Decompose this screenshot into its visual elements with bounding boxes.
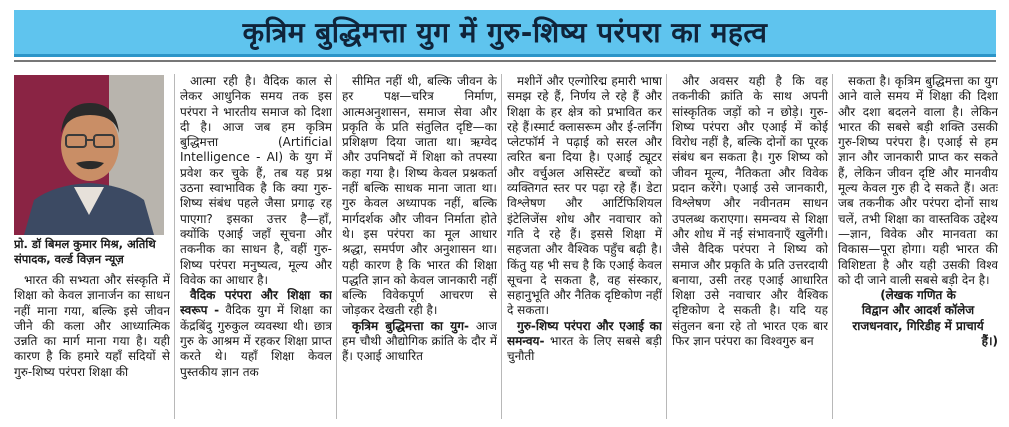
author-photo	[14, 75, 164, 235]
column-divider	[336, 74, 337, 419]
column-divider	[501, 74, 502, 419]
subheading: कृत्रिम बुद्धिमत्ता का युग-	[352, 318, 469, 333]
body-text: और अवसर यही है कि वह तकनीकी क्रांति के साथ अपनी सांस्कृतिक जड़ों को न छोड़े। गुरु-शिष्य परंपरा और एआई में कोई विरोध नहीं है, बल्कि दोनों का पूरक संबंध बन सकता है। गुरु शिष्य को जीवन मूल्य, नैतिकता और विवेक प्रदान करेंगे। एआई उसे जानकारी, विश्लेषण और नवीनतम साधन उपलब्ध कराएगा। समन्वय से शिक्षा और शोध में नई संभावनाएँ खुलेंगी। जैसे वैदिक परंपरा ने शिष्य को समाज और प्रकृति के प्रति उत्तरदायी बनाया, उसी तरह एआई आधारित शिक्षा उसे नवाचार और वैश्विक दृष्टिकोण दे सकती है। यदि यह संतुलन बना रहे तो भारत एक बार फिर ज्ञान परंपरा का विश्वगुरु बन	[672, 74, 828, 349]
author-note: (लेखक गणित के	[880, 288, 956, 303]
subheading: गुरु-शिष्य परंपरा और एआई का समन्वय-	[507, 318, 662, 349]
body-text: भारत की सभ्यता और संस्कृति में शिक्षा को केवल ज्ञानार्जन का साधन नहीं माना गया, बल्कि इसे जीवन जीने की कला और आध्यात्मिक उन्नति का मार्ग माना गया है। यही कारण है कि हमारे यहाँ सदियों से गुरु-शिष्य परंपरा शिक्षा की	[14, 273, 170, 379]
body-text: मशीनें और एल्गोरिद्म हमारी भाषा समझ रहे हैं, निर्णय ले रहे हैं और शिक्षा के हर क्षेत्र को प्रभावित कर रहे हैं।स्मार्ट क्लासरूम और ई-लर्निंग प्लेटफॉर्म ने पढ़ाई को सरल और त्वरित बना दिया है। एआई ट्यूटर और वर्चुअल असिस्टेंट बच्चों को व्यक्तिगत स्तर पर पढ़ा रहे हैं। डेटा विश्लेषण और आर्टिफिशियल इंटेलिजेंस शोध और नवाचार को गति दे रहे हैं। इससे शिक्षा में सहजता और वैश्विक पहुँच बढ़ी है। किंतु यह भी सच है कि एआई केवल सूचना दे सकता है, वह संस्कार, सहानुभूति और नैतिक दृष्टिकोण नहीं दे सकता।	[507, 74, 662, 318]
body-text: वैदिक युग में शिक्षा का केंद्रबिंदु गुरुकुल व्यवस्था थी। छात्र गुरु के आश्रम में रहकर शिक्षा प्राप्त करते थे। यहाँ शिक्षा केवल पुस्तकीय ज्ञान तक	[180, 303, 332, 379]
article-column-2	[180, 74, 332, 380]
article-column-3	[342, 74, 497, 365]
author-note: हैं।)	[981, 334, 998, 349]
body-text: सकता है। कृत्रिम बुद्धिमत्ता का युग आने वाले समय में शिक्षा की दिशा और दशा बदलने वाला है। लेकिन भारत की सबसे बड़ी शक्ति उसकी गुरु-शिष्य परंपरा है। एआई से हम ज्ञान और जानकारी प्राप्त कर सकते हैं, लेकिन जीवन दृष्टि और मानवीय मूल्य केवल गुरु ही दे सकते हैं। अतः जब तकनीक और परंपरा दोनों साथ चलें, तभी शिक्षा का वास्तविक उद्देश्य—ज्ञान, विवेक और मानवता का विकास—पूरा होगा। यही भारत की विशिष्टता है और यही उसकी विश्व को दी जाने वाली सबसे बड़ी देन है।	[838, 74, 998, 287]
body-text: भारत के लिए सबसे बड़ी चुनौती	[507, 334, 662, 364]
article-column-5	[672, 74, 828, 349]
article-column-6	[838, 74, 998, 349]
body-text: आत्मा रही है। वैदिक काल से लेकर आधुनिक समय तक इस परंपरा ने भारतीय समाज को दिशा दी है। आज जब हम कृत्रिम बुद्धिमत्ता (Artificial Intelligence - AI) के युग में प्रवेश कर चुके हैं, तब यह प्रश्न उठना स्वाभाविक है कि क्या गुरु-शिष्य संबंध पहले जैसा प्रगाढ़ रह पाएगा? इसका उत्तर है—हाँ, क्योंकि एआई जहाँ सूचना और तकनीक का साधन है, वहीं गुरु-शिष्य परंपरा मनुष्यत्व, मूल्य और विवेक का आधार है।	[180, 74, 332, 287]
body-text: सीमित नहीं थी, बल्कि जीवन के हर पक्ष—चरित्र निर्माण, आत्मअनुशासन, समाज सेवा और प्रकृति के प्रति संतुलित दृष्टि—का प्रशिक्षण दिया जाता था। ऋग्वेद और उपनिषदों में शिक्षा को तपस्या कहा गया है। शिष्य केवल प्रश्नकर्ता नहीं बल्कि साधक माना जाता था।गुरु केवल अध्यापक नहीं, बल्कि मार्गदर्शक और जीवन निर्माता होते थे। इस परंपरा का मूल आधार श्रद्धा, समर्पण और अनुशासन था। यही कारण है कि भारत की शिक्षा पद्धति ज्ञान को केवल जानकारी नहीं बल्कि विवेकपूर्ण आचरण से जोड़कर देखती रही है।	[342, 74, 497, 318]
subheading: वैदिक परंपरा और शिक्षा का स्वरूप -	[180, 288, 332, 318]
column-divider	[666, 74, 667, 419]
headline-banner	[14, 10, 996, 57]
author-note: विद्वान और आदर्श कॉलेज राजधनवार, गिरिडीह में प्राचार्य	[852, 303, 984, 333]
column-divider	[174, 74, 175, 419]
headline-rule	[14, 60, 996, 62]
author-portrait-illustration	[14, 75, 164, 235]
article-column-1	[14, 75, 170, 380]
article-column-4	[507, 74, 662, 365]
body-text: आज हम चौथी औद्योगिक क्रांति के दौर में हैं। एआई आधारित	[342, 318, 497, 364]
column-divider	[832, 74, 833, 419]
headline-title: कृत्रिम बुद्धिमत्ता युग में गुरु-शिष्य परंपरा का महत्व	[242, 16, 768, 49]
photo-caption: प्रो. डॉ बिमल कुमार मिश्र, अतिथि संपादक, वर्ल्ड विज़न न्यूज़	[14, 237, 156, 266]
